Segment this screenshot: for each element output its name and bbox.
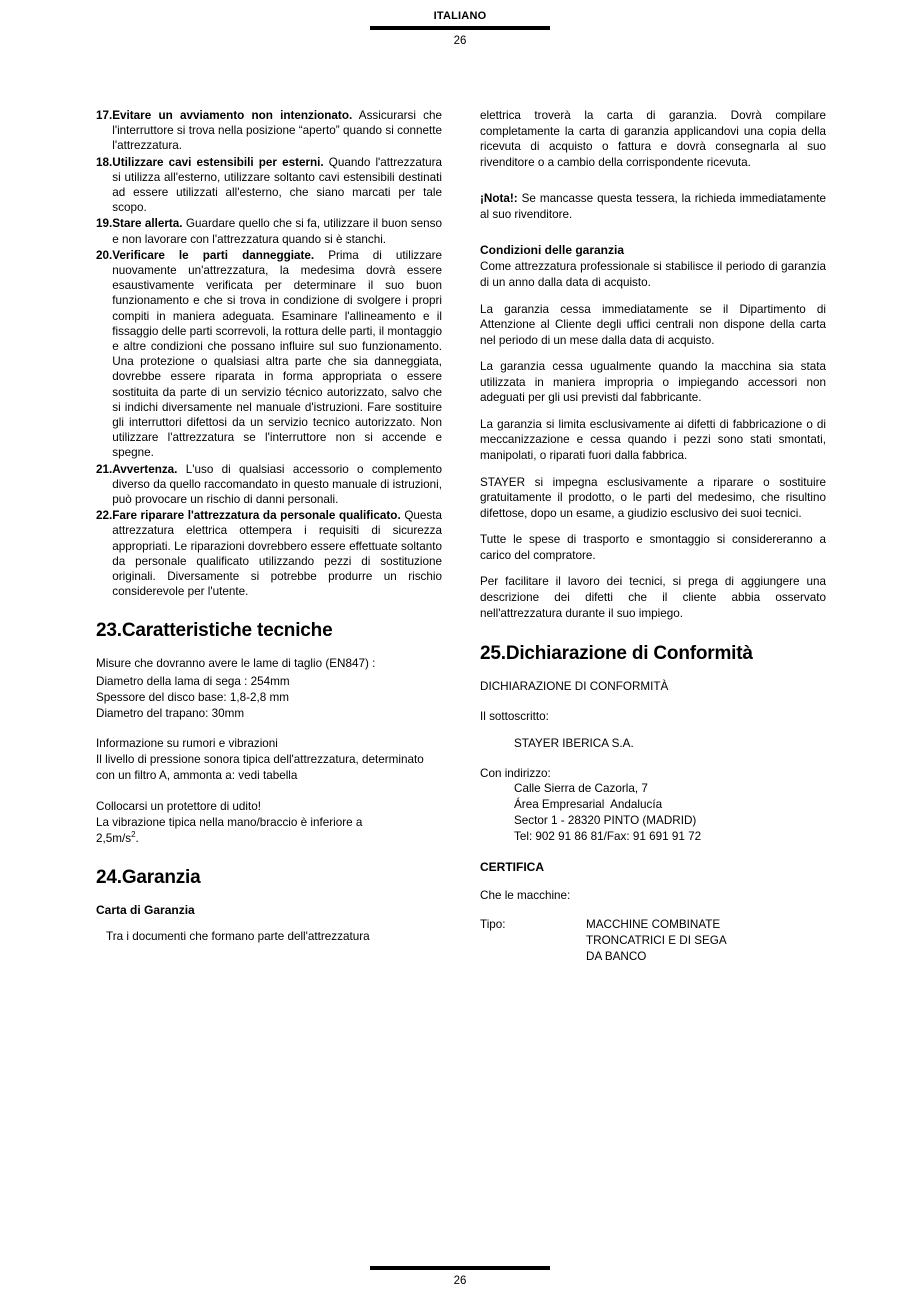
machine-type-label: Tipo:	[480, 918, 506, 932]
company-address-lines	[480, 781, 826, 844]
spacer	[480, 233, 826, 243]
warranty-condition-paragraph: La garanzia si limita esclusivamente ai difetti di fabbricazione o di meccanizzazione e cessa quando i pezzi sono stati smontati, manipolati, o riparati fuori dalla fabbrica.	[480, 417, 826, 462]
list-item-lead: Avvertenza.	[112, 462, 178, 476]
undersigned-label: Il sottoscritto:	[480, 709, 549, 723]
safety-instructions-list	[96, 108, 442, 600]
machine-type-row	[480, 917, 826, 964]
warranty-condition-paragraph: STAYER si impegna esclusivamente a riparare o sostituire gratuitamente il prodotto, o le parti del medesimo, che risultino difettose, dopo un esame, a giudizio esclusivo dei suoi tecnici.	[480, 475, 826, 520]
warranty-card-subheading: Carta di Garanzia	[96, 903, 195, 918]
list-item	[96, 108, 442, 154]
list-item-number: 21.	[96, 462, 113, 476]
certifies-heading: CERTIFICA	[480, 859, 544, 874]
spacer	[96, 721, 442, 736]
list-item-number: 18.	[96, 155, 113, 169]
left-column	[96, 108, 442, 964]
blade-measure-intro: Misure che dovranno avere le lame di taglio (EN847) :	[96, 656, 376, 670]
machine-type-line: MACCHINE COMBINATE	[586, 918, 721, 932]
vibration-info-block	[96, 799, 442, 847]
section-heading-technical: 23.Caratteristiche tecniche	[96, 619, 333, 641]
noise-text: Il livello di pressione sonora tipica dell'attrezzatura, determinato con un filtro A, ammonta a: vedi tabella	[96, 753, 427, 783]
spec-line: Diametro della lama di sega : 254mm	[96, 675, 290, 689]
vibration-exponent: 2	[131, 830, 136, 840]
right-column	[480, 108, 826, 964]
list-item-text: L'uso di qualsiasi accessorio o complemento diverso da quello raccomandato in questo manuale di istruzioni, può provocare un rischio di danni personali.	[112, 462, 442, 507]
list-item-number: 17.	[96, 109, 113, 122]
list-item-body	[112, 108, 442, 154]
warranty-conditions-heading: Condizioni delle garanzia	[480, 243, 625, 258]
list-item-text: Assicurarsi che l'interruttore si trova nella posizione “aperto” quando si connette l'attrezzatura.	[112, 109, 442, 153]
list-item-body	[112, 216, 442, 246]
conformity-declaration-title: DICHIARAZIONE DI CONFORMITÀ	[480, 680, 669, 694]
address-line: Sector 1 - 28320 PINTO (MADRID)	[514, 813, 697, 827]
address-line: Área Empresarial Andalucía	[514, 798, 663, 812]
warranty-condition-paragraph: Per facilitare il lavoro dei tecnici, si prega di aggiungere una descrizione dei difetti che il cliente abbia osservato nell'attrezzatura durante il suo impiego.	[480, 575, 826, 620]
header-page-number: 26	[453, 35, 467, 47]
list-item-text: Prima di utilizzare nuovamente un'attrezzatura, la medesima dovrà essere esaustivamente verificata per determinare il suo buon funzionamento e che si trova in condizione di svolgere i propri compiti in maniera adeguata. Esaminare l'allineamento e il fissaggio delle parti scorrevoli, la rottura delle parti, il montaggio e altre condizioni che possano influire sul suo funzionamento. Una protezione o qualsiasi altra parte che sia danneggiata, dovrebbe essere riparata in forma appropriata o essere sostituita da parte di un servizio técnico autorizzato, salvo che si indichi diversamente nel manuale d'istruzioni. Fare sostituire gli interruttori difettosi da un servizio tecnico autorizzato. Non utilizzare l'attrezzatura se l'interruttore non si accende e spegne.	[112, 248, 442, 460]
warranty-condition-paragraph: Tutte le spese di trasporto e smontaggio si considereranno a carico del compratore.	[480, 533, 826, 562]
note-label: ¡Nota!:	[480, 192, 518, 206]
machines-label: Che le macchine:	[480, 888, 571, 902]
machine-type-line: DA BANCO	[586, 949, 647, 963]
spacer	[480, 181, 826, 191]
company-name: STAYER IBERICA S.A.	[514, 737, 634, 751]
list-item-body	[112, 155, 442, 216]
address-label: Con indirizzo:	[480, 766, 551, 780]
warranty-condition-paragraph: La garanzia cessa immediatamente se il Dipartimento di Attenzione al Cliente degli uffici centrali non dispone della carta nel periodo di un mese dalla data di acquisto.	[480, 302, 826, 347]
vibration-value: 2,5m/s	[96, 832, 132, 846]
list-item-lead: Stare allerta.	[112, 217, 183, 231]
warranty-note	[480, 191, 826, 222]
list-item	[96, 462, 442, 508]
machine-type-line: TRONCATRICI E DI SEGA	[586, 933, 727, 947]
header-language-title: ITALIANO	[433, 10, 487, 22]
list-item-text: Quando l'attrezzatura si utilizza all'esterno, utilizzare soltanto cavi estensibili destinati ad essere utilizzati all'esterno, che siano marcati per tale scopo.	[112, 155, 442, 215]
blade-spec-lines	[96, 674, 442, 721]
list-item-text: Guardare quello che si fa, utilizzare il buon senso e non lavorare con l'attrezzatura quando si è stanchi.	[112, 217, 442, 246]
spacer	[480, 845, 826, 860]
page-header	[0, 10, 920, 47]
warranty-condition-paragraph: Come attrezzatura professionale si stabilisce il periodo di garanzia di un anno dalla data di acquisto.	[480, 260, 826, 289]
list-item-number: 22.	[96, 509, 113, 523]
address-line: Tel: 902 91 86 81/Fax: 91 691 91 72	[514, 829, 702, 843]
spacer	[96, 784, 442, 799]
list-item-lead: Verificare le parti danneggiate.	[112, 248, 315, 262]
spec-line: Diametro del trapano: 30mm	[96, 706, 245, 720]
list-item-number: 19.	[96, 217, 113, 231]
note-text: Se mancasse questa tessera, la richieda immediatamente al suo rivenditore.	[480, 192, 826, 221]
list-item-text: Questa attrezzatura elettrica ottempera i requisiti di sicurezza appropriati. Le riparazioni dovrebbero essere effettuate soltanto da personale qualificato utilizzando pezzi di sostituzione originali. Diversamente si potrebbe produrre un rischio considerevole per l'utente.	[112, 509, 442, 599]
list-item	[96, 155, 442, 216]
list-item-body	[112, 462, 442, 508]
vibration-text: La vibrazione tipica nella mano/braccio è inferiore a	[96, 815, 363, 829]
footer-divider	[370, 1266, 550, 1270]
content-columns	[96, 108, 826, 964]
warranty-condition-paragraph: La garanzia cessa ugualmente quando la macchina sia stata utilizzata in maniera impropria o impiegando accessori non adeguati per gli usi previsti dal fabbricante.	[480, 360, 826, 405]
spec-line: Spessore del disco base: 1,8-2,8 mm	[96, 690, 289, 704]
section-heading-warranty: 24.Garanzia	[96, 867, 201, 889]
list-item	[96, 248, 442, 461]
list-item	[96, 216, 442, 246]
noise-heading: Informazione su rumori e vibrazioni	[96, 737, 278, 751]
noise-info-block	[96, 736, 442, 783]
vibration-end: .	[135, 832, 139, 846]
list-item	[96, 508, 442, 599]
section-heading-conformity: 25.Dichiarazione di Conformità	[480, 643, 753, 665]
machine-type-value	[586, 917, 826, 964]
list-item-number: 20.	[96, 248, 113, 262]
footer-page-number: 26	[453, 1275, 467, 1287]
list-item-body	[112, 508, 442, 599]
vibration-value-line	[96, 830, 442, 847]
list-item-lead: Fare riparare l'attrezzatura da personale qualificato.	[112, 509, 401, 523]
list-item-lead: Evitare un avviamento non intenzionato.	[112, 109, 353, 122]
list-item-body	[112, 248, 442, 461]
page-footer	[0, 1266, 920, 1287]
list-item-lead: Utilizzare cavi estensibili per esterni.	[112, 155, 324, 169]
address-line: Calle Sierra de Cazorla, 7	[514, 782, 648, 796]
warranty-continuation-text: elettrica troverà la carta di garanzia. Dovrà compilare completamente la carta di garanzia applicandovi una copia della ricevuta di acquisto o fattura e dovrà consegnarla al suo rivenditore o a cambio della corrispondente ricevuta.	[480, 109, 826, 169]
hearing-protector-line: Collocarsi un protettore di udito!	[96, 799, 262, 813]
header-divider	[370, 26, 550, 30]
warranty-intro-text: Tra i documenti che formano parte dell'attrezzatura	[106, 930, 370, 944]
